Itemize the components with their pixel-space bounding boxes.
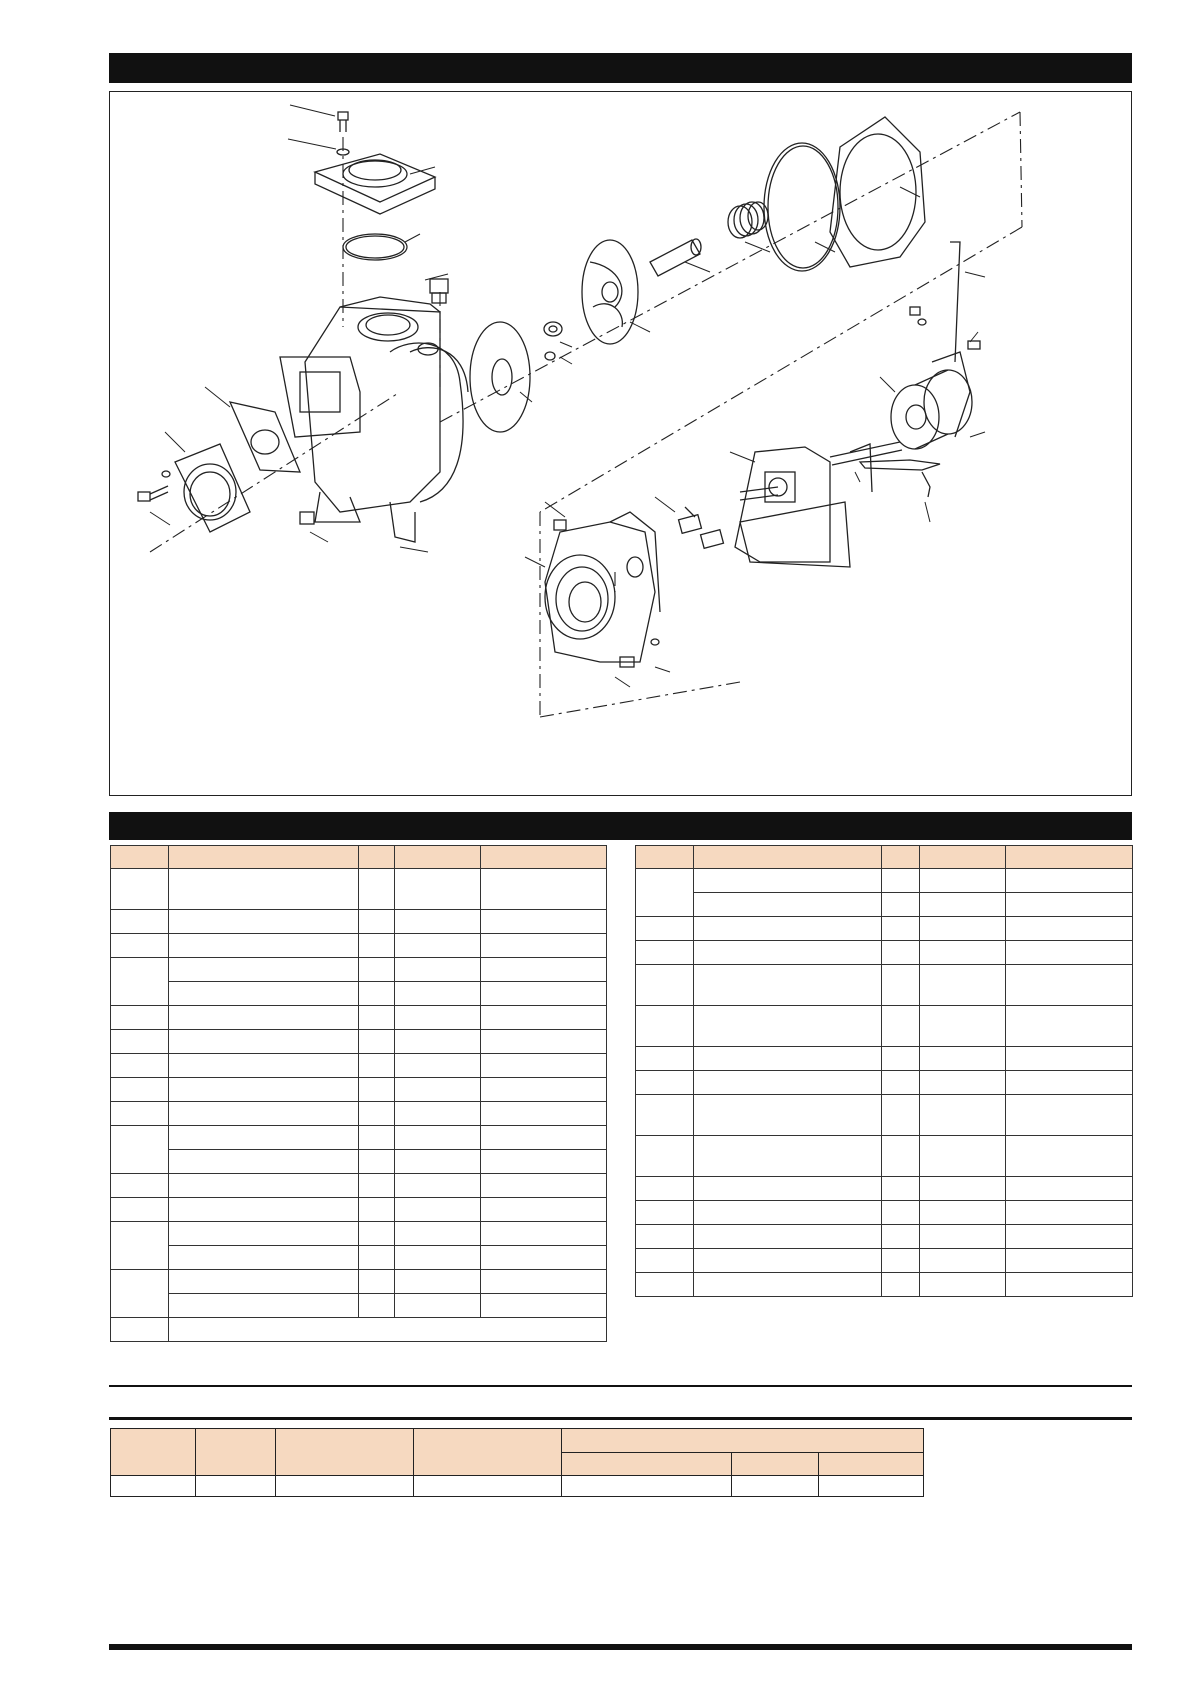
- col-description: [694, 846, 882, 869]
- mechanical-seal: [728, 202, 768, 238]
- spec-header: [111, 1429, 196, 1476]
- suction-bolts: [138, 471, 314, 524]
- wear-plate: [470, 322, 530, 432]
- section-title-bar: [109, 53, 1132, 83]
- table-row: [111, 1294, 607, 1318]
- suction-gasket: [230, 402, 300, 472]
- table-row: [111, 1270, 607, 1294]
- table-row: [636, 1071, 1133, 1095]
- table-row: [636, 1177, 1133, 1201]
- col-part-no: [395, 846, 481, 869]
- table-row: [111, 1318, 607, 1342]
- table-row: [111, 869, 607, 910]
- parts-list-title-bar: [109, 812, 1132, 840]
- impeller-nut: [544, 322, 562, 360]
- table-row: [111, 1198, 607, 1222]
- table-row: [636, 1095, 1133, 1136]
- table-row: [111, 1222, 607, 1246]
- col-item-no: [636, 846, 694, 869]
- table-row: [111, 1174, 607, 1198]
- callout-leaders: [150, 105, 985, 687]
- spec-subheader: [732, 1452, 819, 1476]
- suction-flange: [175, 444, 250, 532]
- bearing-pedestal: [735, 444, 872, 567]
- col-qty: [359, 846, 395, 869]
- table-row: [111, 1246, 607, 1270]
- table-row: [636, 1136, 1133, 1177]
- footer-rule: [109, 1644, 1132, 1650]
- table-row: [111, 1078, 607, 1102]
- table-row: [636, 1225, 1133, 1249]
- parts-table-left: [110, 845, 607, 1342]
- col-material: [481, 846, 607, 869]
- table-row: [636, 965, 1133, 1006]
- table-header-row: [636, 846, 1133, 869]
- pulley-assembly: [860, 242, 972, 497]
- spec-group-header: [562, 1429, 924, 1453]
- table-row: [636, 1249, 1133, 1273]
- exploded-view-diagram: [109, 91, 1132, 796]
- col-qty: [882, 846, 920, 869]
- table-row: [636, 869, 1133, 893]
- spec-subheader: [562, 1452, 732, 1476]
- table-row: [636, 1201, 1133, 1225]
- shaft-sleeve: [650, 239, 701, 276]
- pulley-bolts: [910, 307, 980, 349]
- spec-header: [196, 1429, 276, 1476]
- parts-table-right: [635, 845, 1133, 1297]
- table-row: [111, 910, 607, 934]
- coupling: [679, 507, 724, 548]
- table-row: [636, 893, 1133, 917]
- table-row: [111, 1030, 607, 1054]
- table-row: [111, 1476, 924, 1497]
- table-header-row: [111, 1429, 924, 1453]
- spec-header: [414, 1429, 562, 1476]
- table-header-row: [111, 846, 607, 869]
- top-bolt: [337, 112, 349, 155]
- table-row: [636, 1273, 1133, 1297]
- fill-plug: [430, 279, 448, 303]
- impeller: [582, 240, 638, 344]
- col-description: [169, 846, 359, 869]
- table-row: [111, 1006, 607, 1030]
- spec-table: [110, 1428, 924, 1497]
- col-item-no: [111, 846, 169, 869]
- spec-header: [276, 1429, 414, 1476]
- backplate-o-ring: [764, 143, 840, 271]
- pump-casing: [280, 297, 468, 542]
- table-row: [111, 958, 607, 982]
- section-divider: [109, 1417, 1132, 1420]
- table-row: [636, 941, 1133, 965]
- table-row: [636, 917, 1133, 941]
- table-row: [111, 1126, 607, 1150]
- table-note: [169, 1318, 607, 1342]
- col-material: [1006, 846, 1133, 869]
- table-row: [111, 1150, 607, 1174]
- table-row: [111, 1102, 607, 1126]
- col-part-no: [920, 846, 1006, 869]
- backplate-assembly: [545, 512, 660, 662]
- table-row: [636, 1047, 1133, 1071]
- discharge-flange: [315, 154, 435, 260]
- exploded-view-drawing: [110, 92, 1130, 794]
- spec-subheader: [819, 1452, 924, 1476]
- table-row: [111, 1054, 607, 1078]
- section-divider: [109, 1385, 1132, 1387]
- table-row: [111, 982, 607, 1006]
- table-row: [111, 934, 607, 958]
- table-row: [636, 1006, 1133, 1047]
